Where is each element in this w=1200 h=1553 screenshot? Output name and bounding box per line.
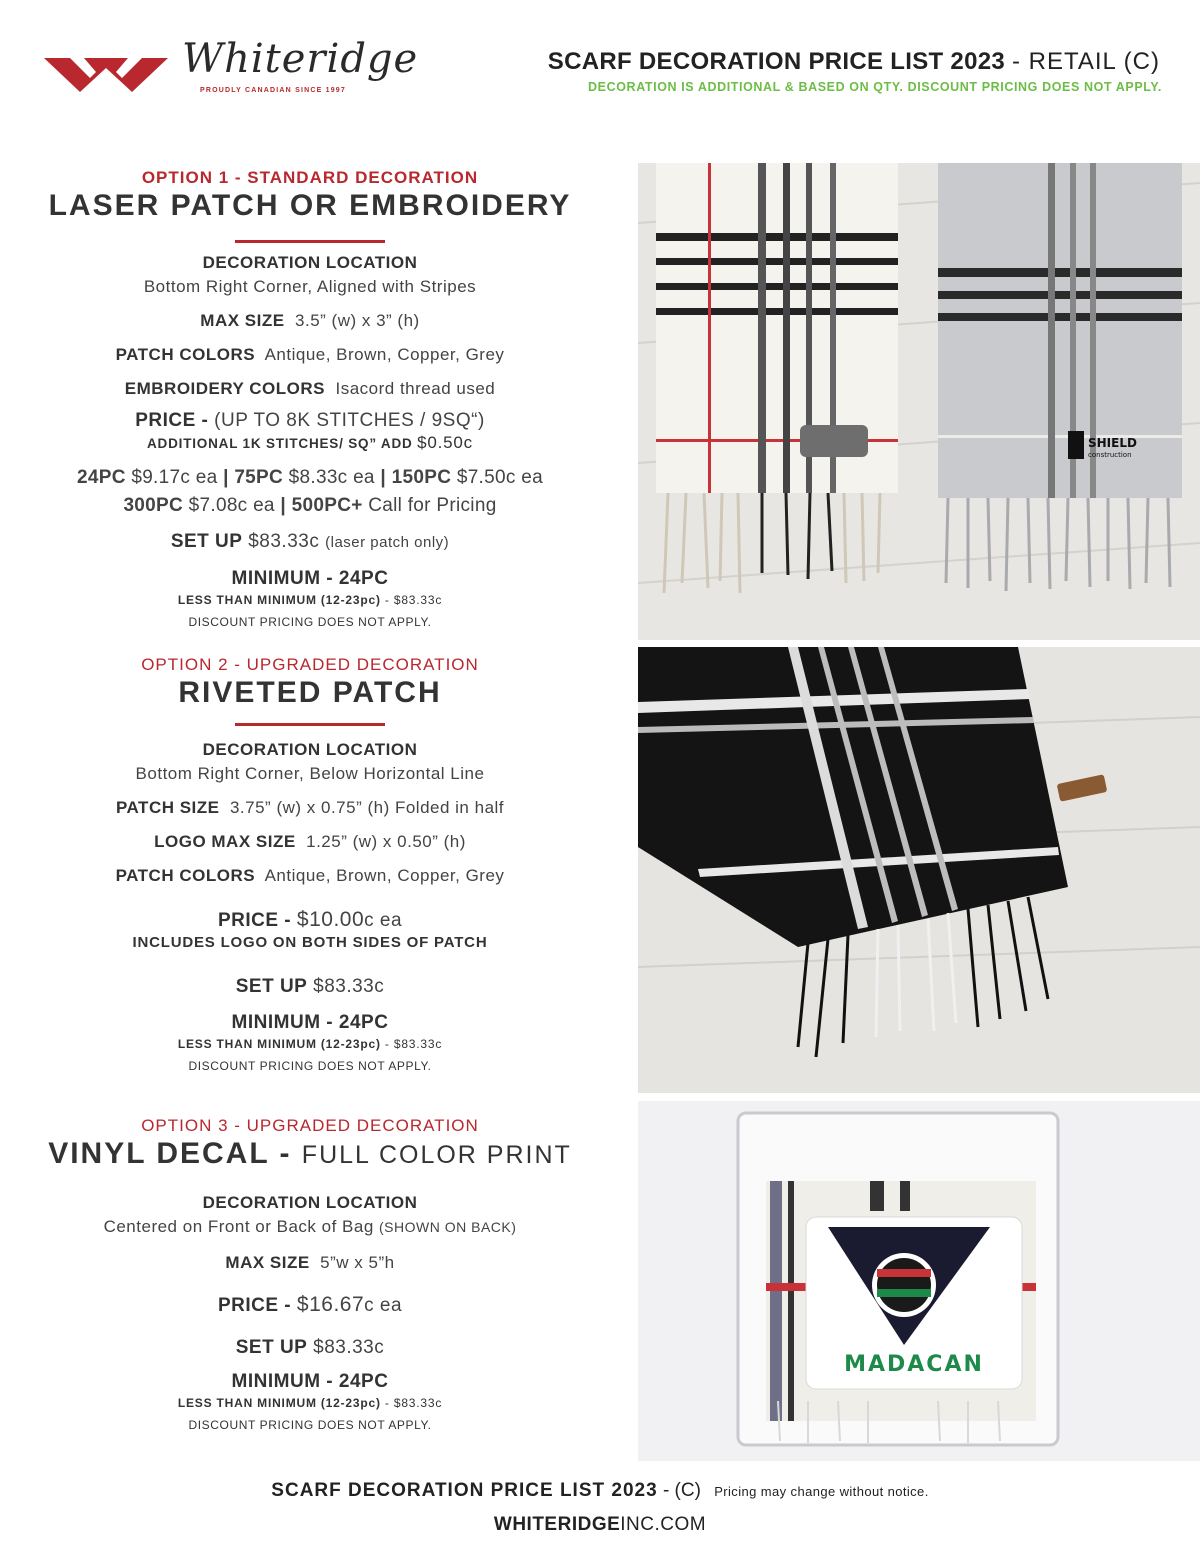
option3-location (20, 1215, 600, 1239)
tier-price: Call for Pricing (368, 495, 497, 516)
tier-qty: 150PC (391, 467, 452, 488)
option1-max-size (20, 309, 600, 333)
tier-price: $9.17c ea (131, 467, 218, 488)
option3-less-value: - $83.33c (384, 1396, 443, 1410)
option1-tiers-row2: 300PC $7.08c ea | 500PC+ Call for Pricing (123, 495, 497, 516)
shield-logo-subtext: construction (1088, 451, 1132, 459)
footer-title (0, 1480, 1200, 1502)
tier-qty: 75PC (234, 467, 284, 488)
option2-logo-size (20, 830, 600, 854)
option2-setup-label: SET UP (235, 976, 308, 997)
option3-max-size-label: MAX SIZE (225, 1253, 310, 1272)
option2-rule (235, 723, 385, 726)
shield-logo-text: SHIELD (1088, 436, 1137, 450)
footer-note: Pricing may change without notice. (714, 1484, 929, 1499)
option1-patch-colors-value: Antique, Brown, Copper, Grey (264, 345, 505, 364)
madacan-logo-text: MADACAN (844, 1352, 984, 1377)
option1-max-size-value: 3.5” (w) x 3” (h) (295, 311, 420, 330)
option1-section (20, 168, 600, 631)
option1-less-value: - $83.33c (384, 593, 443, 607)
option1-max-size-label: MAX SIZE (200, 311, 285, 330)
option3-setup (20, 1336, 600, 1360)
option3-less-than-minimum (20, 1394, 600, 1412)
option1-less-than-minimum (20, 591, 600, 609)
option1-embroidery-value: Isacord thread used (335, 379, 496, 398)
option2-price-unit: c ea (364, 910, 403, 931)
option1-less-label: LESS THAN MINIMUM (12-23pc) (177, 593, 381, 607)
brand-tagline: PROUDLY CANADIAN SINCE 1997 (200, 87, 346, 94)
option1-location-value: Bottom Right Corner, Aligned with Stripes (143, 277, 477, 296)
whiteridge-wordmark: Whiteridge (182, 36, 419, 82)
option3-price (20, 1293, 600, 1318)
page-title-main: SCARF DECORATION PRICE LIST 2023 (547, 48, 1006, 75)
option3-price-value: $16.67 (296, 1293, 365, 1316)
option1-location-label: DECORATION LOCATION (202, 253, 418, 272)
option1-price (20, 409, 600, 433)
page-title (548, 48, 1160, 76)
option1-tiers-row1: 24PC $9.17c ea | 75PC $8.33c ea | 150PC $7.50c ea (77, 467, 543, 488)
option3-location-value: Centered on Front or Back of Bag (103, 1217, 374, 1236)
option1-setup-label: SET UP (170, 531, 243, 552)
option1-rule (235, 240, 385, 243)
tier-price: $7.50c ea (456, 467, 543, 488)
option2-price (20, 908, 600, 933)
option2-logo-size-value: 1.25” (w) x 0.50” (h) (306, 832, 466, 851)
option1-patch-colors-label: PATCH COLORS (115, 345, 256, 364)
option3-minimum: MINIMUM - 24PC (231, 1371, 389, 1392)
footer-title-suffix: - (C) (662, 1480, 701, 1501)
option3-title (20, 1136, 600, 1173)
option2-discount: DISCOUNT PRICING DOES NOT APPLY. (188, 1059, 432, 1073)
tier-qty: 300PC (123, 495, 184, 516)
tier-qty: 500PC+ (291, 495, 363, 516)
tier-price: $7.08c ea (188, 495, 275, 516)
option2-price-label: PRICE - (217, 910, 292, 931)
option1-price-note: (UP TO 8K STITCHES / 9SQ“) (214, 410, 485, 431)
option3-setup-label: SET UP (235, 1337, 308, 1358)
option2-less-label: LESS THAN MINIMUM (12-23pc) (177, 1037, 381, 1051)
option3-label: OPTION 3 - UPGRADED DECORATION (141, 1116, 479, 1135)
option1-minimum: MINIMUM - 24PC (231, 568, 389, 589)
option2-setup-value: $83.33c (313, 976, 385, 997)
option3-setup-value: $83.33c (313, 1337, 385, 1358)
option2-location-label: DECORATION LOCATION (202, 740, 418, 759)
option2-patch-size-label: PATCH SIZE (115, 798, 220, 817)
footer-site-bold: WHITERIDGE (493, 1514, 621, 1535)
option1-setup-value: $83.33c (248, 531, 320, 552)
option1-label: OPTION 1 - STANDARD DECORATION (141, 168, 479, 187)
option2-location-value: Bottom Right Corner, Below Horizontal Line (135, 764, 485, 783)
option2-less-value: - $83.33c (384, 1037, 443, 1051)
option3-location-label: DECORATION LOCATION (202, 1193, 418, 1212)
option1-patch-colors (20, 343, 600, 367)
option2-section (20, 655, 600, 1075)
option3-discount: DISCOUNT PRICING DOES NOT APPLY. (188, 1418, 432, 1432)
footer-site-rest: INC.COM (620, 1514, 707, 1535)
option1-additional-label: ADDITIONAL 1K STITCHES/ SQ” ADD (147, 436, 413, 451)
option1-discount: DISCOUNT PRICING DOES NOT APPLY. (188, 615, 432, 629)
option2-patch-colors (20, 864, 600, 888)
footer-website-link[interactable] (0, 1514, 1200, 1536)
option1-setup-note: (laser patch only) (325, 534, 450, 551)
header-note: DECORATION IS ADDITIONAL & BASED ON QTY. DISCOUNT PRICING DOES NOT APPLY. (588, 80, 1162, 94)
option1-additional (20, 433, 600, 454)
option2-includes: INCLUDES LOGO ON BOTH SIDES OF PATCH (132, 934, 488, 951)
option2-patch-size (20, 796, 600, 820)
option3-max-size-value: 5”w x 5”h (320, 1253, 395, 1272)
option2-less-than-minimum (20, 1035, 600, 1053)
option1-title: LASER PATCH OR EMBROIDERY (48, 189, 572, 222)
option3-location-note: (SHOWN ON BACK) (379, 1219, 517, 1235)
option3-section (20, 1116, 600, 1434)
option3-title-main: VINYL DECAL - (48, 1137, 292, 1170)
option2-title: RIVETED PATCH (178, 676, 442, 709)
option2-patch-colors-value: Antique, Brown, Copper, Grey (264, 866, 505, 885)
option2-patch-size-value: 3.75” (w) x 0.75” (h) Folded in half (229, 798, 505, 817)
footer-title-main: SCARF DECORATION PRICE LIST 2023 (271, 1480, 658, 1501)
option3-max-size (20, 1251, 600, 1275)
option2-price-value: $10.00 (296, 908, 365, 931)
option2-label: OPTION 2 - UPGRADED DECORATION (141, 655, 479, 674)
tier-qty: 24PC (77, 467, 126, 488)
riveted-patch-photo (638, 647, 1200, 1093)
option3-price-label: PRICE - (217, 1295, 292, 1316)
option1-price-label: PRICE - (135, 410, 209, 431)
option3-price-unit: c ea (364, 1295, 403, 1316)
whiteridge-logo-mark (44, 54, 168, 94)
option2-patch-colors-label: PATCH COLORS (115, 866, 256, 885)
vinyl-decal-photo (638, 1101, 1200, 1461)
option1-embroidery-colors (20, 377, 600, 401)
option1-setup (20, 530, 600, 555)
page-title-suffix: - RETAIL (C) (1012, 48, 1160, 75)
scarves-laser-patch-photo (638, 163, 1200, 640)
option1-additional-value: $0.50c (417, 433, 473, 452)
option1-embroidery-label: EMBROIDERY COLORS (124, 379, 326, 398)
option2-minimum: MINIMUM - 24PC (231, 1012, 389, 1033)
option2-setup (20, 975, 600, 999)
option3-less-label: LESS THAN MINIMUM (12-23pc) (177, 1396, 381, 1410)
option3-title-suffix: FULL COLOR PRINT (301, 1141, 572, 1169)
option2-logo-size-label: LOGO MAX SIZE (154, 832, 296, 851)
tier-price: $8.33c ea (288, 467, 375, 488)
